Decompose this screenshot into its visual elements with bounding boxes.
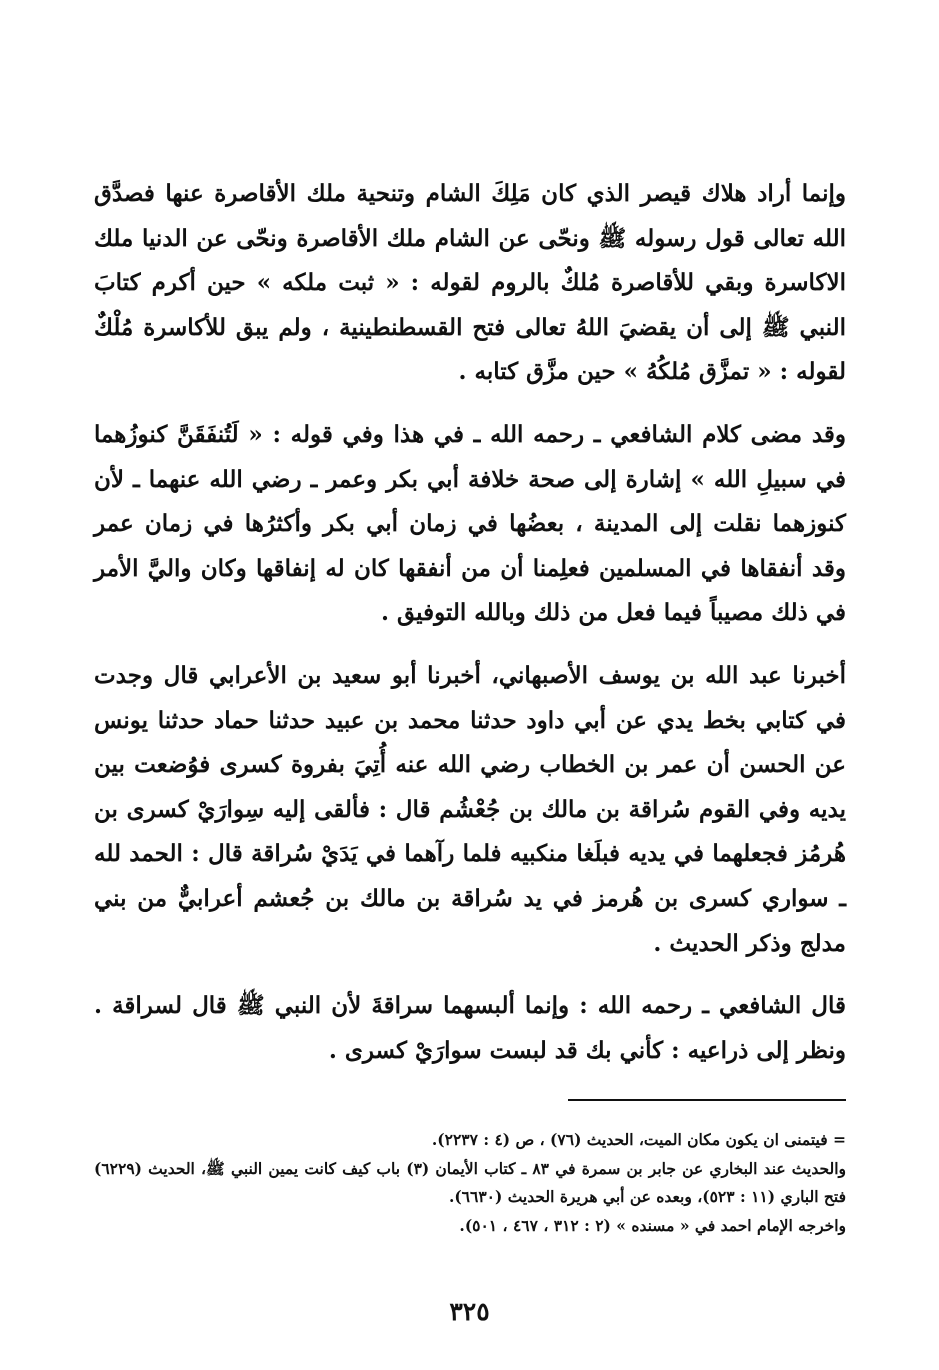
footnote-line-1: = فيتمنى ان يكون مكان الميت، الحديث (٧٦) ، ص (٤ : ٢٢٣٧). xyxy=(431,1130,846,1149)
page-number: ٣٢٥ xyxy=(449,1297,490,1326)
paragraph-2: وقد مضى كلام الشافعي ـ رحمه الله ـ في هذا وفي قوله : « لَتُنفَقَنَّ كنوزُهما في سبيلِ الله » إشارة إلى صحة خلافة أبي بكر وعمر ـ رضي الله عنهما ـ لأن كنوزهما نقلت إلى المدينة ، بعضُها في زمان أبي بكر وأكثرُها في زمان عمر وقد أنفقاها في المسلمين فعلِمنا أن من أنفقها كان له إنفاقها وكان واليَّ الأمر في ذلك مصيباً فيما فعل من ذلك وبالله التوفيق . xyxy=(94,420,846,627)
footnote-divider xyxy=(568,1099,846,1101)
main-text xyxy=(94,172,846,1073)
paragraph-3: أخبرنا عبد الله بن يوسف الأصبهاني، أخبرنا أبو سعيد بن الأعرابي قال وجدت في كتابي بخط يدي عن أبي داود حدثنا محمد بن عبيد حدثنا حماد حدثنا يونس عن الحسن أن عمر بن الخطاب رضي الله عنه أُتِيَ بفروة كسرى فوُضعت بين يديه وفي القوم سُراقة بن مالك بن جُعْشُم قال : فألقى إليه سِوارَيْ كسرى بن هُرمُز فجعلهما في يديه فبلَغا منكبيه فلما رآهما في يَدَيْ سُراقة قال : الحمد لله ـ سواري كسرى بن هُرمز في يد سُراقة بن مالك بن جُعشم أعرابيٌّ من بني مدلج وذكر الحديث . xyxy=(94,661,846,957)
paragraph-4: قال الشافعي ـ رحمه الله : وإنما ألبسهما سراقةَ لأن النبي ﷺ قال لسراقة . ونظر إلى ذراعيه : كأني بك قد لبست سوارَيْ كسرى . xyxy=(94,992,846,1064)
footnote-line-2: والحديث عند البخاري عن جابر بن سمرة في ٨٣ ـ كتاب الأيمان (٣) باب كيف كانت يمين النبي ﷺ، الحديث (٦٢٢٩) فتح الباري (١١ : ٥٢٣)، وبعده عن أبي هريرة الحديث (٦٦٣٠). xyxy=(94,1158,846,1206)
footnote-line-3: واخرجه الإمام احمد في « مسنده » (٢ : ٣١٢ ، ٤٦٧ ، ٥٠١). xyxy=(459,1215,846,1235)
footnotes xyxy=(94,1126,846,1240)
paragraph-1: وإنما أراد هلاك قيصر الذي كان مَلِكَ الشام وتنحية ملك الأقاصرة عنها فصدَّق الله تعالى قول رسوله ﷺ ونحّى عن الشام ملك الأقاصرة ونحّى عن الدنيا ملك الاكاسرة وبقي للأقاصرة مُلكٌ بالروم لقوله : « ثبت ملكه » حين أكرم كتابَ النبي ﷺ إلى أن يقضيَ اللهُ تعالى فتح القسطنطينية ، ولم يبق للأكاسرة مُلْكٌ لقوله : « تمزَّق مُلكُهُ » حين مزَّق كتابه . xyxy=(94,180,846,386)
